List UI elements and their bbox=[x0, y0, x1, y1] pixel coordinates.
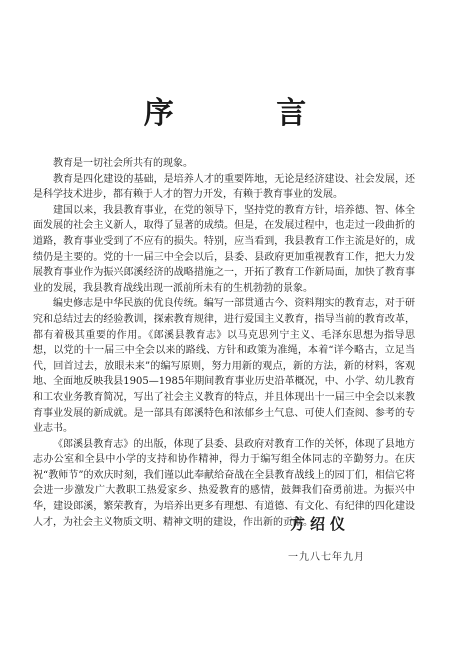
author-signature: 方绍仪 bbox=[290, 515, 351, 533]
paragraph: 《郎溪县教育志》的出版，体现了县委、县政府对教育工作的关怀，体现了县地方志办公室和全县中小学的支持和协作精神，得力于编写组全体同志的辛勤努力。在庆祝“教师节”的欢庆时刻，我们谨以此奉献给奋战在全县教育战线上的园丁们，相信它将会进一步激发广大教职工热爱家乡、热爱教育的感情，鼓舞我们奋勇前进。为振兴中华，建设郎溪，繁荣教育，为培养出更多有理想、有道德、有文化、有纪律的四化建设人才，为社会主义物质文明、精神文明的建设，作出新的贡献。 bbox=[33, 438, 415, 528]
preface-body bbox=[33, 156, 415, 530]
paragraph: 编史修志是中华民族的优良传统。编写一部贯通古今、资料翔实的教育志，对于研究和总结过去的经验教训，探索教育规律，进行爱国主义教育，指导当前的教育改革，都有着极其重要的作用。《郎溪县教育志》以马克思列宁主义、毛泽东思想为指导思想，以党的十一届三中全会以来的路线、方针和政策为准绳，本着“详今略古，立足当代，回首过去，放眼未来”的编写原则，努力用新的观点，新的方法，新的材料，客观地、全面地反映我县1905—1985年期间教育事业历史沿革概况，中、小学、幼儿教育和工农业务教育简况，写出了社会主义教育的特点，并且体现出十一届三中全会以来教育事业发展的新成就。是一部具有郎溪特色和浓郁乡土气息、可使人们查阅、参考的专业志书。 bbox=[33, 298, 415, 435]
date-line: 一九八七年九月 bbox=[288, 552, 365, 563]
paragraph: 教育是一切社会所共有的现象。 bbox=[53, 158, 193, 169]
page-title: 序 言 bbox=[143, 96, 353, 131]
paragraph: 建国以来，我县教育事业，在党的领导下，坚持党的教育方针，培养德、智、体全面发展的社会主义新人，取得了显著的成绩。但是，在发展过程中，也走过一段曲折的道路，教育事业受到了不应有的损失。特别，应当看到，我县教育工作主流是好的，成绩仍是主要的。党的十一届三中全会以后，县委、县政府更加重视教育工作，把大力发展教育事业作为振兴郎溪经济的战略措施之一，开拓了教育工作新局面，加快了教育事业的发展，我县教育战线出现一派前所未有的生机勃勃的景象。 bbox=[33, 204, 415, 294]
paragraph: 教育是四化建设的基础，是培养人才的重要阵地，无论是经济建设、社会发展，还是科学技术进步，都有赖于人才的智力开发，有赖于教育事业的发展。 bbox=[33, 173, 415, 201]
